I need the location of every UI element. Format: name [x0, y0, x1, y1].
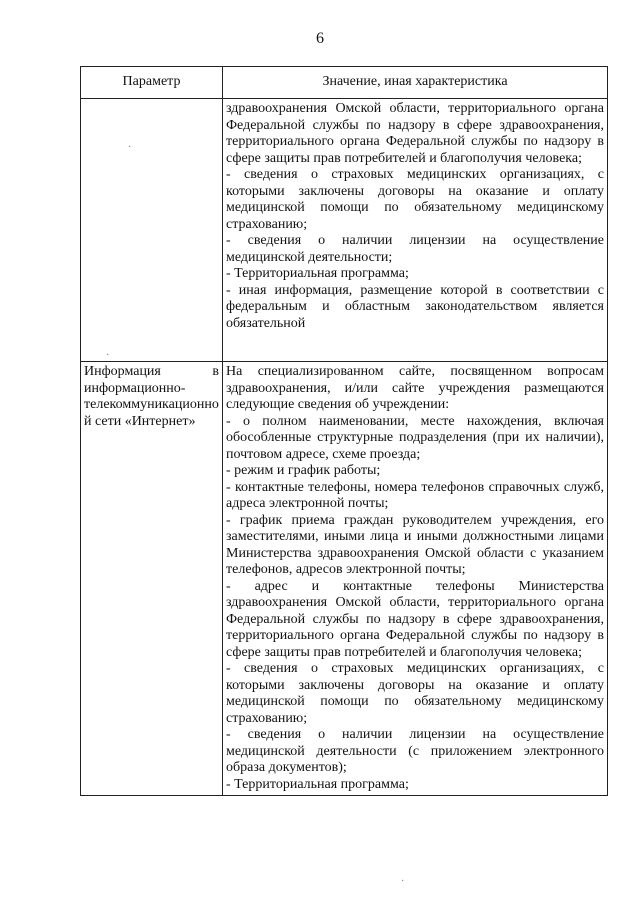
- table-row: [81, 99, 608, 362]
- value-line: На специализированном сайте, посвященном вопросам здравоохранения, и/или сайте учреждения размещаются следующие сведения об учреждении:: [226, 364, 604, 412]
- header-value: Значение, иная характеристика: [223, 67, 608, 99]
- value-line: - о полном наименовании, месте нахождения, включая обособленные структурные подразделения (при их наличии), почтовом адресе, схеме проезда;: [226, 413, 604, 462]
- value-line: - график приема граждан руководителем учреждения, его заместителями, иными лица и иными должностными лицами Министерства здравоохранения Омской области с указанием телефонов, адресов электронной почты;: [226, 512, 604, 577]
- value-line: - сведения о страховых медицинских организациях, с которыми заключены договоры на оказание и оплату медицинской помощи по обязательному медицинскому страхованию;: [226, 167, 604, 232]
- table-row: [81, 362, 608, 796]
- value-line: - иная информация, размещение которой в соответствии с федеральным и областным законодательством является обязательной: [226, 282, 604, 331]
- param-cell: [81, 99, 223, 362]
- value-line: - сведения о наличии лицензии на осуществление медицинской деятельности (с приложением электронного образа документов);: [226, 727, 604, 775]
- header-parameter: Параметр: [81, 67, 223, 99]
- value-line: - Территориальная программа;: [226, 266, 409, 281]
- scan-speck: ·: [106, 350, 110, 361]
- value-cell: [223, 362, 608, 796]
- parameter-table: [80, 66, 608, 796]
- value-line: здравоохранения Омской области, территориального органа Федеральной службы по надзору в сфере здравоохранения, территориального органа Федеральной службы по надзору в сфере защиты прав потребителей и благополучия человека;: [226, 101, 604, 166]
- scan-speck: ·: [401, 876, 405, 887]
- scan-speck: ·: [128, 142, 132, 153]
- value-line: - контактные телефоны, номера телефонов справочных служб, адреса электронной почты;: [226, 479, 604, 511]
- value-line: - режим и график работы;: [226, 463, 381, 478]
- value-line: - сведения о страховых медицинских организациях, с которыми заключены договоры на оказание и оплату медицинской помощи по обязательному медицинскому страхованию;: [226, 661, 604, 726]
- table-header-row: [81, 67, 608, 99]
- value-cell: [223, 99, 608, 362]
- page-number: 6: [316, 30, 324, 47]
- value-line: - сведения о наличии лицензии на осуществление медицинской деятельности;: [226, 233, 604, 265]
- value-line: - адрес и контактные телефоны Министерства здравоохранения Омской области, территориального органа Федеральной службы по надзору в сфере здравоохранения, территориального органа Федеральной службы по надзору в сфере защиты прав потребителей и благополучия человека;: [226, 578, 604, 660]
- param-cell: Информация в информационно-телекоммуникационной сети «Интернет»: [81, 362, 223, 796]
- value-line: - Территориальная программа;: [226, 776, 409, 792]
